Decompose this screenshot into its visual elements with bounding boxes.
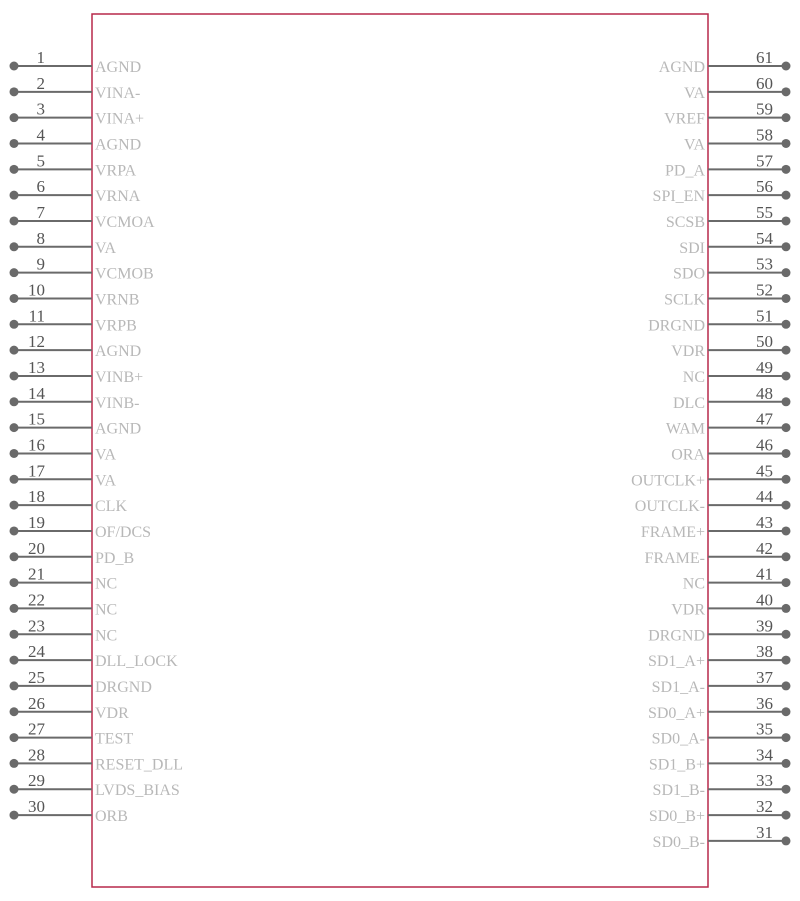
right-pin [666,410,791,438]
pin-name-label: CLK [95,498,127,516]
right-pin [653,177,791,205]
right-pin [652,720,791,748]
pin-number: 4 [36,125,45,145]
pin-number: 14 [28,383,45,403]
pin-endpoint-dot [782,294,791,303]
pin-name-label: AGND [95,136,142,154]
pin-endpoint-dot [10,811,19,820]
pin-endpoint-dot [782,681,791,690]
pin-number: 2 [36,73,45,93]
pin-endpoint-dot [10,423,19,432]
pin-endpoint-dot [10,604,19,613]
right-pin [666,203,791,231]
pin-number: 46 [756,435,773,455]
pin-endpoint-dot [10,139,19,148]
pin-endpoint-dot [782,604,791,613]
left-pin [10,539,135,567]
pin-endpoint-dot [10,526,19,535]
pin-name-label: PD_A [664,162,705,180]
pin-endpoint-dot [782,501,791,510]
left-pin [10,48,142,76]
pin-name-label: VCMOA [95,213,155,231]
pin-number: 48 [756,383,773,403]
pin-endpoint-dot [10,733,19,742]
pin-name-label: SD1_B+ [648,756,705,774]
pin-endpoint-dot [782,139,791,148]
pin-number: 42 [756,538,773,558]
pin-endpoint-dot [782,62,791,71]
pin-name-label: SD0_A+ [647,704,705,722]
right-pin [631,461,790,489]
pin-number: 23 [28,616,45,636]
right-pin [648,642,791,670]
right-pin [645,539,791,567]
left-pin [10,229,117,257]
pin-endpoint-dot [782,346,791,355]
right-pin [653,771,791,799]
component-body-outline [92,14,708,887]
right-pin [684,74,791,102]
right-pin [671,435,790,463]
right-pin [671,590,790,618]
pin-endpoint-dot [782,449,791,458]
pin-name-label: SD0_A- [651,730,705,748]
pin-number: 8 [36,228,45,248]
pin-name-label: VA [95,472,117,490]
pin-number: 39 [756,616,773,636]
right-pin [649,745,791,773]
pin-number: 30 [28,797,45,817]
pin-endpoint-dot [10,656,19,665]
left-pin [10,461,117,489]
pin-name-label: LVDS_BIAS [95,782,180,800]
pin-number: 33 [756,771,773,791]
pin-name-label: DLL_LOCK [95,653,178,671]
right-pin [673,255,791,283]
pin-endpoint-dot [10,681,19,690]
left-pin [10,203,156,231]
pin-name-label: VRPB [95,317,137,335]
pin-number: 19 [28,512,45,532]
left-pin [10,410,142,438]
right-pin-group [631,48,790,851]
pin-name-label: VINA+ [95,110,145,128]
left-pin [10,332,142,360]
right-pin [648,694,791,722]
pin-number: 45 [756,461,773,481]
pin-number: 41 [756,564,773,584]
pin-name-label: VCMOB [95,265,154,283]
pin-number: 21 [28,564,45,584]
pin-name-label: DRGND [648,317,705,335]
pin-endpoint-dot [10,165,19,174]
pin-number: 40 [756,590,773,610]
pin-name-label: OUTCLK- [634,498,705,516]
pin-endpoint-dot [10,475,19,484]
pin-endpoint-dot [10,501,19,510]
pin-name-label: PD_B [95,549,135,567]
pin-number: 36 [756,693,773,713]
left-pin [10,616,118,644]
pin-number: 13 [28,357,45,377]
pin-number: 47 [756,409,773,429]
right-pin [652,668,791,696]
pin-name-label: VRNB [95,291,140,309]
left-pin [10,797,128,825]
pin-endpoint-dot [10,346,19,355]
pin-number: 55 [756,202,773,222]
pin-endpoint-dot [10,268,19,277]
pin-number: 44 [756,487,773,507]
left-pin [10,151,137,179]
right-pin [679,229,790,257]
left-pin-group [10,48,184,825]
left-pin [10,384,140,412]
right-pin [683,358,791,386]
pin-name-label: SDO [672,265,705,283]
pin-endpoint-dot [782,397,791,406]
pin-endpoint-dot [782,423,791,432]
pin-name-label: NC [95,627,118,645]
pin-name-label: SDI [679,239,705,257]
pin-number: 24 [28,642,45,662]
pin-number: 16 [28,435,45,455]
pin-number: 58 [756,125,773,145]
pin-endpoint-dot [782,191,791,200]
pin-endpoint-dot [10,578,19,587]
pin-name-label: OF/DCS [95,523,152,541]
pin-name-label: VA [683,84,705,102]
pin-name-label: ORB [95,808,128,826]
pin-number: 32 [756,797,773,817]
pin-name-label: FRAME+ [640,523,705,541]
pin-endpoint-dot [782,113,791,122]
pin-number: 26 [28,693,45,713]
pin-number: 27 [28,719,45,739]
pin-number: 20 [28,538,45,558]
pin-endpoint-dot [10,371,19,380]
pin-number: 35 [756,719,773,739]
pin-endpoint-dot [10,294,19,303]
pin-number: 11 [28,306,45,326]
pin-name-label: AGND [95,420,142,438]
pin-endpoint-dot [782,320,791,329]
pin-name-label: NC [95,575,118,593]
pin-endpoint-dot [10,242,19,251]
pin-name-label: NC [682,368,705,386]
pin-number: 10 [28,280,45,300]
pin-number: 57 [756,151,773,171]
pin-name-label: DLC [673,394,705,412]
right-pin [648,616,790,644]
pin-endpoint-dot [782,733,791,742]
pin-endpoint-dot [782,811,791,820]
pin-endpoint-dot [10,397,19,406]
pin-name-label: VINA- [95,84,141,102]
left-pin [10,694,130,722]
pin-name-label: VINB+ [95,368,144,386]
left-pin [10,745,184,773]
pin-endpoint-dot [10,630,19,639]
right-pin [683,565,791,593]
right-pin [664,100,790,128]
pin-endpoint-dot [782,87,791,96]
pin-name-label: VREF [664,110,705,128]
pin-number: 60 [756,73,773,93]
pin-number: 54 [756,228,773,248]
left-pin [10,590,118,618]
left-pin [10,74,141,102]
pin-number: 52 [756,280,773,300]
pin-name-label: SCLK [664,291,705,309]
pin-endpoint-dot [782,552,791,561]
pin-name-label: SD1_A+ [647,653,705,671]
pin-endpoint-dot [10,191,19,200]
left-pin [10,255,154,283]
left-pin [10,668,152,696]
left-pin [10,280,140,308]
pin-endpoint-dot [10,785,19,794]
pin-number: 31 [756,822,773,842]
pin-endpoint-dot [782,165,791,174]
pin-name-label: VDR [95,704,129,722]
pin-endpoint-dot [782,656,791,665]
pin-endpoint-dot [782,526,791,535]
right-pin [671,332,790,360]
pin-number: 28 [28,745,45,765]
pin-number: 59 [756,99,773,119]
left-pin [10,565,118,593]
pin-name-label: VDR [671,601,705,619]
pin-endpoint-dot [782,268,791,277]
right-pin [648,306,790,334]
pin-name-label: TEST [95,730,134,748]
pin-endpoint-dot [10,449,19,458]
right-pin [635,487,791,515]
pin-endpoint-dot [782,707,791,716]
right-pin [673,384,791,412]
pin-name-label: NC [682,575,705,593]
pin-number: 53 [756,254,773,274]
pin-number: 38 [756,642,773,662]
left-pin [10,306,137,334]
pin-name-label: VRNA [95,188,141,206]
pin-number: 61 [756,48,773,67]
left-pin [10,513,152,541]
pin-endpoint-dot [782,836,791,845]
pin-number: 15 [28,409,45,429]
pin-name-label: AGND [95,343,142,361]
pin-name-label: SD1_A- [651,678,705,696]
pin-number: 6 [36,177,45,197]
right-pin [684,125,791,153]
pin-endpoint-dot [782,475,791,484]
pin-name-label: AGND [658,59,705,76]
pin-endpoint-dot [10,87,19,96]
pin-number: 34 [756,745,773,765]
left-pin [10,177,141,205]
pin-number: 29 [28,771,45,791]
pin-name-label: SD0_B- [652,833,705,851]
pin-endpoint-dot [10,707,19,716]
pin-name-label: VA [683,136,705,154]
pin-number: 43 [756,512,773,532]
right-pin [641,513,791,541]
pin-name-label: VRPA [95,162,137,180]
pin-endpoint-dot [782,242,791,251]
pin-name-label: AGND [95,59,142,76]
pin-number: 7 [36,202,45,222]
right-pin [649,797,791,825]
pin-name-label: SPI_EN [652,188,705,206]
pin-name-label: SD1_B- [652,782,705,800]
pin-name-label: VINB- [95,394,140,412]
pin-endpoint-dot [10,552,19,561]
pin-number: 1 [36,48,45,67]
left-pin [10,100,145,128]
pin-name-label: FRAME- [644,549,705,567]
left-pin [10,358,144,386]
right-pin [665,151,791,179]
pin-endpoint-dot [782,578,791,587]
pin-endpoint-dot [10,320,19,329]
pin-number: 56 [756,177,773,197]
pin-endpoint-dot [10,62,19,71]
pin-number: 49 [756,357,773,377]
pin-number: 25 [28,667,45,687]
pin-endpoint-dot [10,759,19,768]
left-pin [10,435,117,463]
pin-name-label: VA [95,446,117,464]
pin-name-label: NC [95,601,118,619]
left-pin [10,125,142,153]
pin-name-label: WAM [665,420,705,438]
pin-name-label: DRGND [648,627,705,645]
pin-number: 50 [756,332,773,352]
pin-number: 5 [36,151,45,171]
pin-number: 18 [28,487,45,507]
pin-number: 12 [28,332,45,352]
left-pin [10,771,180,799]
pin-name-label: SD0_B+ [648,808,705,826]
left-pin [10,720,134,748]
pin-endpoint-dot [10,216,19,225]
pin-name-label: VA [95,239,117,257]
pin-name-label: ORA [671,446,705,464]
right-pin [653,823,791,851]
pin-name-label: OUTCLK+ [631,472,705,490]
pin-endpoint-dot [782,785,791,794]
pin-endpoint-dot [782,371,791,380]
pin-endpoint-dot [10,113,19,122]
right-pin [664,280,790,308]
left-pin [10,487,128,515]
pin-number: 37 [756,667,773,687]
pin-endpoint-dot [782,216,791,225]
pin-number: 9 [36,254,45,274]
pin-number: 17 [28,461,45,481]
pin-number: 51 [756,306,773,326]
left-pin [10,642,179,670]
pin-name-label: DRGND [95,678,152,696]
pin-endpoint-dot [782,630,791,639]
pin-number: 3 [36,99,45,119]
pin-endpoint-dot [782,759,791,768]
right-pin [659,48,791,76]
pin-name-label: SCSB [665,213,705,231]
pin-number: 22 [28,590,45,610]
pin-name-label: RESET_DLL [95,756,183,774]
pin-name-label: VDR [671,343,705,361]
